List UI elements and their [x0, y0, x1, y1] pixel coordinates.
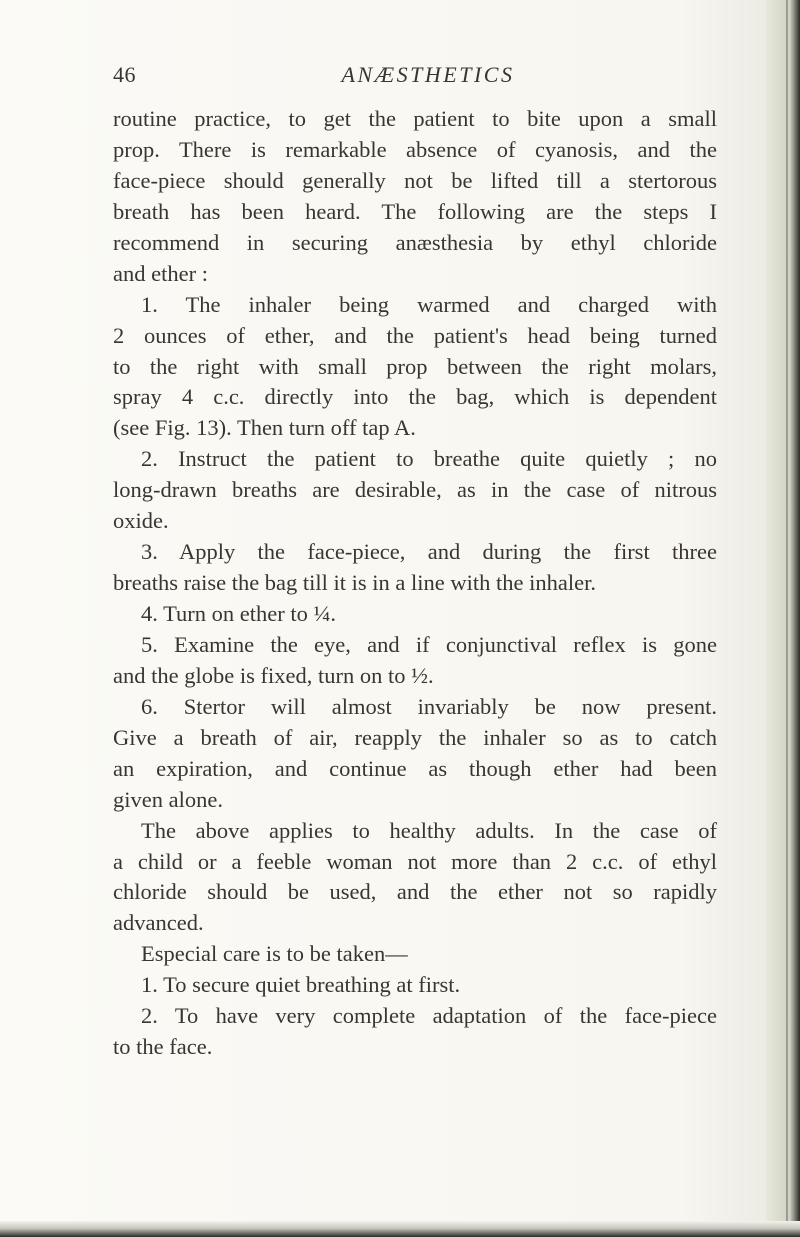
text-line: routine practice, to get the patient to bite upon a small: [113, 106, 717, 131]
running-head: ANÆSTHETICS: [341, 62, 515, 87]
text-line: (see Fig. 13). Then turn off tap A.: [113, 415, 416, 441]
text-line: an expiration, and continue as though ether had been: [113, 755, 717, 781]
text-line: chloride should be used, and the ether not so rapidly: [113, 879, 717, 905]
text-line: Give a breath of air, reapply the inhaler so as to catch: [113, 724, 717, 750]
text-line: and the globe is fixed, turn on to ½.: [113, 662, 434, 688]
text-line: 2 ounces of ether, and the patient's head being turned: [113, 322, 717, 348]
text-line: 4. Turn on ether to ¼.: [141, 601, 337, 626]
text-line: 2. To have very complete adaptation of the face-piece: [141, 1003, 717, 1029]
text-line: to the face.: [113, 1034, 213, 1060]
text-line: oxide.: [113, 508, 169, 534]
text-line: 1. To secure quiet breathing at first.: [141, 972, 461, 998]
text-line: 5. Examine the eye, and if conjunctival reflex is gone: [141, 631, 717, 657]
text-line: advanced.: [113, 910, 204, 936]
text-line: long-drawn breaths are desirable, as in the case of nitrous: [113, 477, 717, 503]
page-number: 46: [113, 62, 136, 87]
text-line: 1. The inhaler being warmed and charged with: [141, 291, 717, 317]
page-header: [113, 62, 713, 92]
text-line: a child or a feeble woman not more than 2 c.c. of ethyl: [113, 848, 717, 874]
text-line: breath has been heard. The following are the steps I: [113, 198, 717, 224]
page-bottom-edge: [0, 1221, 800, 1237]
text-line: and ether :: [113, 260, 208, 286]
text-line: 2. Instruct the patient to breathe quite quietly ; no: [141, 446, 717, 472]
binding-line: [786, 0, 788, 1237]
text-line: to the right with small prop between the right molars,: [113, 353, 717, 379]
text-line: Especial care is to be taken—: [141, 941, 408, 967]
body-text: [113, 104, 717, 1063]
text-line: given alone.: [113, 786, 223, 812]
text-line: face-piece should generally not be lifted till a stertorous: [113, 167, 717, 193]
text-line: breaths raise the bag till it is in a line with the inhaler.: [113, 570, 597, 596]
text-line: 3. Apply the face-piece, and during the first three: [141, 539, 717, 565]
page-edge-shadow: [766, 0, 800, 1237]
text-line: The above applies to healthy adults. In the case of: [141, 817, 717, 843]
text-line: 6. Stertor will almost invariably be now present.: [141, 693, 717, 719]
text-line: spray 4 c.c. directly into the bag, which is dependent: [113, 384, 717, 410]
text-line: recommend in securing anæsthesia by ethyl chloride: [113, 229, 717, 255]
text-line: prop. There is remarkable absence of cyanosis, and the: [113, 136, 717, 162]
